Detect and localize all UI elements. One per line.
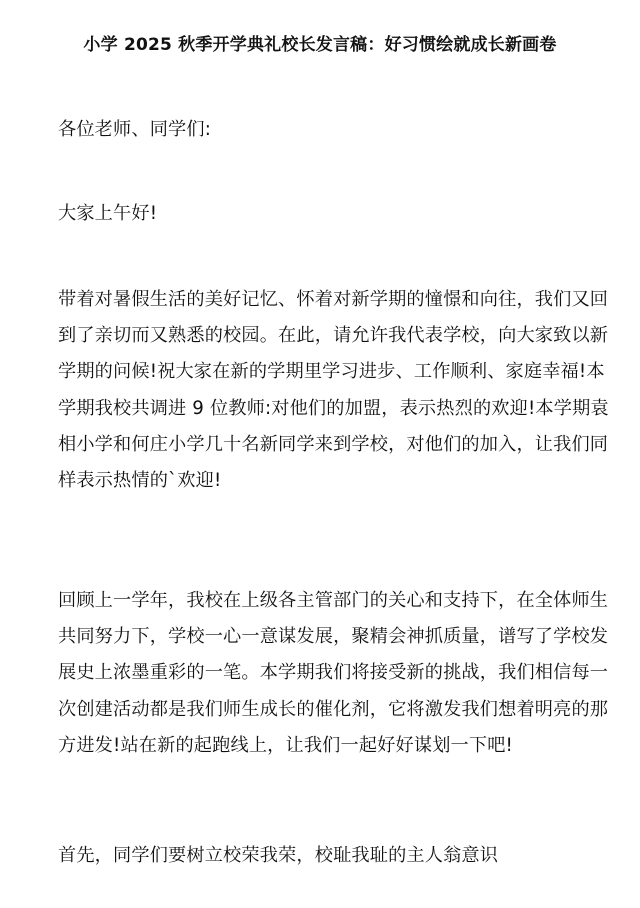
- paragraph-1: [58, 282, 618, 499]
- paragraph-2-line: 共同努力下，学校一心一意谋发展，聚精会神抓质量，谱写了学校发: [58, 626, 609, 648]
- paragraph-1-line: 样表示热情的`欢迎!: [58, 470, 222, 492]
- salutation: [58, 112, 618, 148]
- paragraph-2-line: 方进发!站在新的起跑线上，让我们一起好好谋划一下吧!: [58, 734, 513, 756]
- document-title: 小学 2025 秋季开学典礼校长发言稿：好习惯绘就成长新画卷: [83, 35, 557, 55]
- paragraph-2-line: 回顾上一学年，我校在上级各主管部门的关心和支持下，在全体师生: [58, 590, 609, 611]
- salutation-text: 各位老师、同学们:: [58, 119, 211, 140]
- paragraph-1-line: 带着对暑假生活的美好记忆、怀着对新学期的憧憬和向往，我们又回: [58, 289, 609, 310]
- paragraph-1-line: 学期我校共调进 9 位教师:对他们的加盟，表示热烈的欢迎!本学期袁: [58, 397, 609, 419]
- paragraph-1-line: 相小学和何庄小学几十名新同学来到学校，对他们的加入，让我们同: [58, 433, 609, 455]
- paragraph-2-line: 展史上浓墨重彩的一笔。本学期我们将接受新的挑战，我们相信每一: [58, 662, 609, 684]
- paragraph-3-line: 首先，同学们要树立校荣我荣，校耻我耻的主人翁意识: [58, 845, 499, 866]
- paragraph-2: [58, 583, 618, 764]
- greeting-text: 大家上午好!: [58, 203, 158, 224]
- paragraph-1-line: 学期的问候!祝大家在新的学期里学习进步、工作顺利、家庭幸福!本: [58, 361, 605, 383]
- greeting: [58, 196, 618, 232]
- paragraph-3: [58, 838, 618, 874]
- paragraph-1-line: 到了亲切而又熟悉的校园。在此，请允许我代表学校，向大家致以新: [58, 325, 609, 347]
- paragraph-2-line: 次创建活动都是我们师生成长的催化剂，它将激发我们想着明亮的那: [58, 698, 609, 720]
